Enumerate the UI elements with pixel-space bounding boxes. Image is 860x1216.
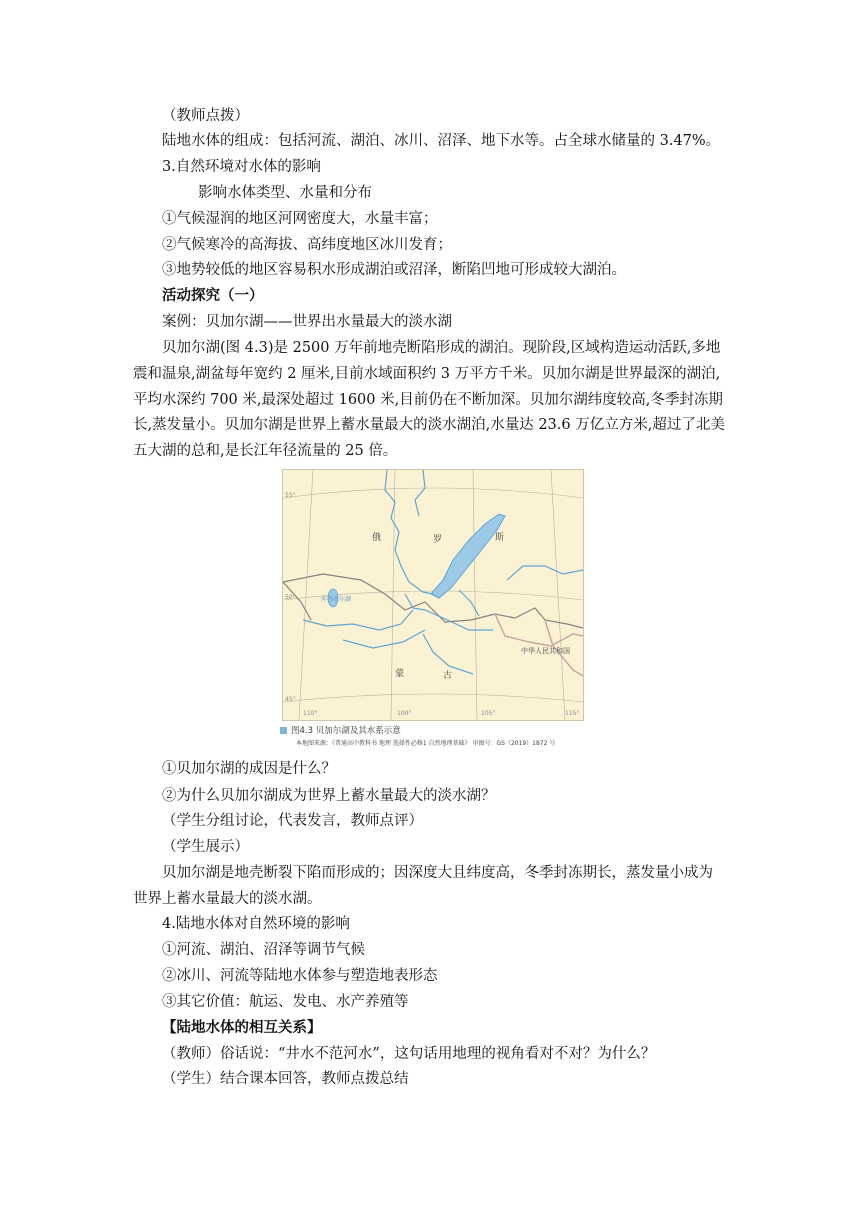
label-china: 中华人民共和国: [521, 647, 570, 655]
section-4-point-2: ②冰川、河流等陆地水体参与塑造地表形态: [162, 968, 438, 984]
baikal-map-figure: [282, 469, 584, 721]
label-lon-100: 100°: [397, 710, 412, 717]
case-paragraph-line-4: 长,蒸发量小。贝加尔湖是世界上蓄水量最大的淡水湖泊,水量达 23.6 万亿立方米,超过了北美: [133, 417, 725, 433]
label-mongolia-1: 蒙: [395, 669, 405, 679]
figure-caption: [280, 724, 401, 736]
teacher-question: （教师）俗话说：“井水不范河水”，这句话用地理的视角看对不对？为什么？: [162, 1046, 656, 1062]
label-mongolia-2: 古: [443, 671, 453, 681]
figure-caption-text: 图4.3 贝加尔湖及其水系示意: [291, 726, 401, 736]
case-paragraph-line-5: 五大湖的总和,是长江年径流量的 25 倍。: [133, 443, 398, 459]
label-khovsgol: 库苏古尔湖: [321, 596, 352, 603]
question-2: ②为什么贝加尔湖成为世界上蓄水量最大的淡水湖？: [162, 788, 496, 804]
student-answer-note: （学生）结合课本回答，教师点拨总结: [162, 1071, 409, 1087]
case-paragraph-line-3: 平均水深约 700 米,最深处超过 1600 米,目前仍在不断加深。贝加尔湖纬度较高,冬季封冻期: [133, 392, 723, 408]
label-lat-45: 45°: [285, 696, 296, 703]
influence-summary: 影响水体类型、水量和分布: [198, 185, 372, 201]
label-russia-2: 罗: [433, 535, 443, 545]
label-lon-115: 115°: [565, 710, 580, 717]
section-4-heading: 4.陆地水体对自然环境的影响: [162, 916, 350, 932]
section-3-heading: 3.自然环境对水体的影响: [162, 159, 321, 175]
point-cold-climate: ②气候寒冷的高海拔、高纬度地区冰川发育；: [162, 237, 452, 253]
land-water-composition: 陆地水体的组成：包括河流、湖泊、冰川、沼泽、地下水等。占全球水储量的 3.47%。: [162, 133, 721, 149]
group-discussion-note: （学生分组讨论，代表发言，教师点评）: [162, 813, 423, 829]
case-title: 案例：贝加尔湖——世界出水量最大的淡水湖: [162, 314, 452, 330]
question-1: ①贝加尔湖的成因是什么？: [162, 761, 336, 777]
answer-line-2: 世界上蓄水量最大的淡水湖。: [133, 891, 322, 907]
label-russia-1: 俄: [372, 533, 382, 543]
label-russia-3: 斯: [495, 533, 505, 543]
student-showcase-label: （学生展示）: [162, 839, 249, 855]
label-lat-55: 55°: [285, 492, 296, 499]
case-paragraph-line-1: 贝加尔湖(图 4.3)是 2500 万年前地壳断陷形成的湖泊。现阶段,区域构造运动活跃,多地: [162, 340, 721, 356]
activity-heading: 活动探究（一）: [162, 288, 264, 304]
answer-line-1: 贝加尔湖是地壳断裂下陷而形成的；因深度大且纬度高，冬季封冻期长，蒸发量小成为: [162, 865, 713, 881]
point-humid-climate: ①气候湿润的地区河网密度大，水量丰富；: [162, 211, 438, 227]
point-low-terrain: ③地势较低的地区容易积水形成湖泊或沼泽，断陷凹地可形成较大湖泊。: [162, 262, 626, 278]
section-4-point-3: ③其它价值：航运、发电、水产养殖等: [162, 994, 409, 1010]
label-lon-105: 105°: [481, 710, 496, 717]
label-lat-50: 50°: [285, 594, 296, 601]
case-paragraph-line-2: 震和温泉,湖盆每年宽约 2 厘米,目前水域面积约 3 万平方千米。贝加尔湖是世界最深的湖泊,: [133, 366, 721, 382]
relationship-heading: 【陆地水体的相互关系】: [162, 1020, 322, 1036]
label-lon-110: 110°: [303, 710, 318, 717]
figure-source: 本地图来源：《普通高中教科书 地理 选择性必修1 自然地理基础》 审图号：GS（2019）1872 号: [296, 740, 556, 747]
teacher-guide-label: （教师点拨）: [162, 108, 249, 124]
section-4-point-1: ①河流、湖泊、沼泽等调节气候: [162, 942, 365, 958]
caption-marker-icon: [280, 727, 287, 734]
